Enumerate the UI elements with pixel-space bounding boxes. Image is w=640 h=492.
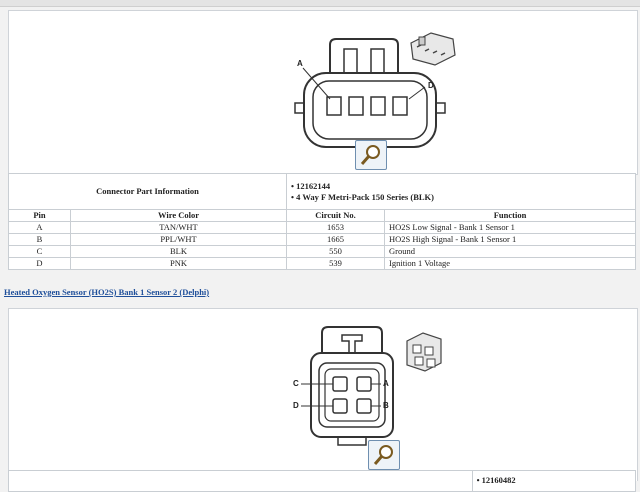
part-info-cell [472, 471, 635, 492]
function-cell: Ground [385, 246, 636, 258]
connector-diagram-panel-2 [8, 308, 638, 481]
part-number: • 12160482 [477, 475, 631, 486]
connector-1-diagram [9, 11, 637, 174]
part-info-cell [287, 174, 636, 210]
part-number: • 12162144 [291, 181, 631, 192]
col-function: Function [385, 210, 636, 222]
wire-color-cell: PPL/WHT [71, 234, 287, 246]
wire-color-cell: BLK [71, 246, 287, 258]
connector-diagram-panel-1 [8, 10, 638, 175]
pin-d-label: D [293, 401, 299, 410]
table-row [9, 222, 636, 234]
circuit-cell: 1653 [287, 222, 385, 234]
pin-c-label: C [293, 379, 299, 388]
part-description: • 4 Way F Metri-Pack 150 Series (BLK) [291, 192, 631, 203]
magnifier-icon [372, 443, 396, 467]
part-info-header: Connector Part Information [9, 174, 287, 210]
wire-color-cell: PNK [71, 258, 287, 270]
top-bar [0, 0, 640, 7]
connector-info-table-1 [8, 173, 636, 270]
function-cell: Ignition 1 Voltage [385, 258, 636, 270]
pin-cell: D [9, 258, 71, 270]
magnifier-icon [359, 143, 383, 167]
pin-cell: B [9, 234, 71, 246]
pin-cell: A [9, 222, 71, 234]
pin-a-label: A [297, 59, 303, 68]
table-header-row [9, 210, 636, 222]
connector-info-table-2 [8, 470, 636, 492]
table-row [9, 258, 636, 270]
table-row [9, 234, 636, 246]
pin-a-label: A [383, 379, 389, 388]
function-cell: HO2S High Signal - Bank 1 Sensor 1 [385, 234, 636, 246]
col-circuit: Circuit No. [287, 210, 385, 222]
zoom-button-2[interactable] [368, 440, 400, 470]
circuit-cell: 1665 [287, 234, 385, 246]
pin-cell: C [9, 246, 71, 258]
pin-b-label: B [383, 401, 389, 410]
table-row [9, 246, 636, 258]
pin-d-label: D [428, 81, 434, 90]
connector-2-diagram [9, 309, 637, 481]
circuit-cell: 539 [287, 258, 385, 270]
section-link[interactable]: Heated Oxygen Sensor (HO2S) Bank 1 Sensor 2 (Delphi) [4, 287, 210, 297]
zoom-button-1[interactable] [355, 140, 387, 170]
wire-color-cell: TAN/WHT [71, 222, 287, 234]
col-wire-color: Wire Color [71, 210, 287, 222]
col-pin: Pin [9, 210, 71, 222]
circuit-cell: 550 [287, 246, 385, 258]
function-cell: HO2S Low Signal - Bank 1 Sensor 1 [385, 222, 636, 234]
